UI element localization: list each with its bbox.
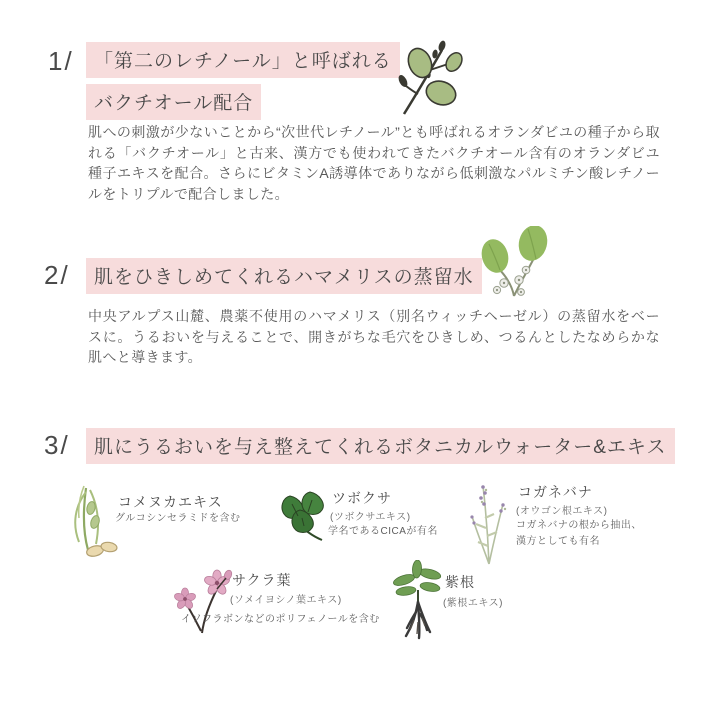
bakuchiol-branch-icon bbox=[392, 36, 464, 118]
section-1-heading bbox=[86, 42, 400, 120]
botanical-desc: コガネバナの根から抽出、 bbox=[516, 520, 642, 531]
section-3-number: 3/ bbox=[44, 430, 70, 460]
botanical-subname: (オウゴン根エキス) bbox=[516, 506, 608, 517]
section-3-heading-line-1: 肌にうるおいを与え整えてくれるボタニカルウォーター&エキス bbox=[86, 428, 675, 464]
botanical-subname: (紫根エキス) bbox=[443, 598, 503, 609]
section-1-heading-line-1: 「第二のレチノール」と呼ばれる bbox=[86, 42, 400, 78]
botanical-subname: (ツボクサエキス) bbox=[330, 512, 411, 523]
botanical-name: 紫根 bbox=[445, 574, 475, 590]
section-2-heading-line-1: 肌をひきしめてくれるハマメリスの蒸留水 bbox=[86, 258, 482, 294]
section-2-heading bbox=[86, 258, 482, 294]
scutellaria-icon bbox=[464, 478, 512, 568]
section-1-number: 1/ bbox=[48, 46, 74, 76]
botanical-name: コガネバナ bbox=[518, 484, 593, 500]
botanical-subname: (ソメイヨシノ葉エキス) bbox=[230, 595, 342, 606]
section-2-body: 中央アルプス山麓、農薬不使用のハマメリス（別名ウィッチヘーゼル）の蒸留水をベースに。うるおいを与えることで、開きがちな毛穴をひきしめ、つるんとしたなめらかな肌へと導きます。 bbox=[88, 308, 660, 365]
rice-bran-icon bbox=[64, 480, 122, 560]
botanical-desc: グルコシンセラミドを含む bbox=[115, 513, 241, 524]
section-1-body: 肌への刺激が少ないことから“次世代レチノール”とも呼ばれるオランダビユの種子から取れる「バクチオール」と古来、漢方でも使われてきたバクチオール含有のオランダビユ種子エキスを配合。さらにビタミンA誘導体でありながら低刺激なパルミチン酸レチノールをトリプルで配合しました。 bbox=[88, 124, 660, 202]
botanical-desc: イソフラボンなどのポリフェノールを含む bbox=[181, 614, 380, 625]
botanical-name: ツボクサ bbox=[332, 490, 392, 506]
botanical-name: コメヌカエキス bbox=[118, 494, 223, 510]
section-1-heading-line-2: バクチオール配合 bbox=[86, 84, 261, 120]
section-2-number: 2/ bbox=[44, 260, 70, 290]
centella-icon bbox=[276, 486, 332, 544]
hamamelis-leaves-icon bbox=[474, 226, 556, 304]
botanical-name: サクラ葉 bbox=[232, 572, 292, 588]
botanical-desc: 漢方としても有名 bbox=[516, 536, 600, 547]
section-3-heading bbox=[86, 428, 675, 464]
botanical-desc: 学名であるCICAが有名 bbox=[328, 526, 438, 537]
shikon-root-icon bbox=[392, 560, 444, 642]
